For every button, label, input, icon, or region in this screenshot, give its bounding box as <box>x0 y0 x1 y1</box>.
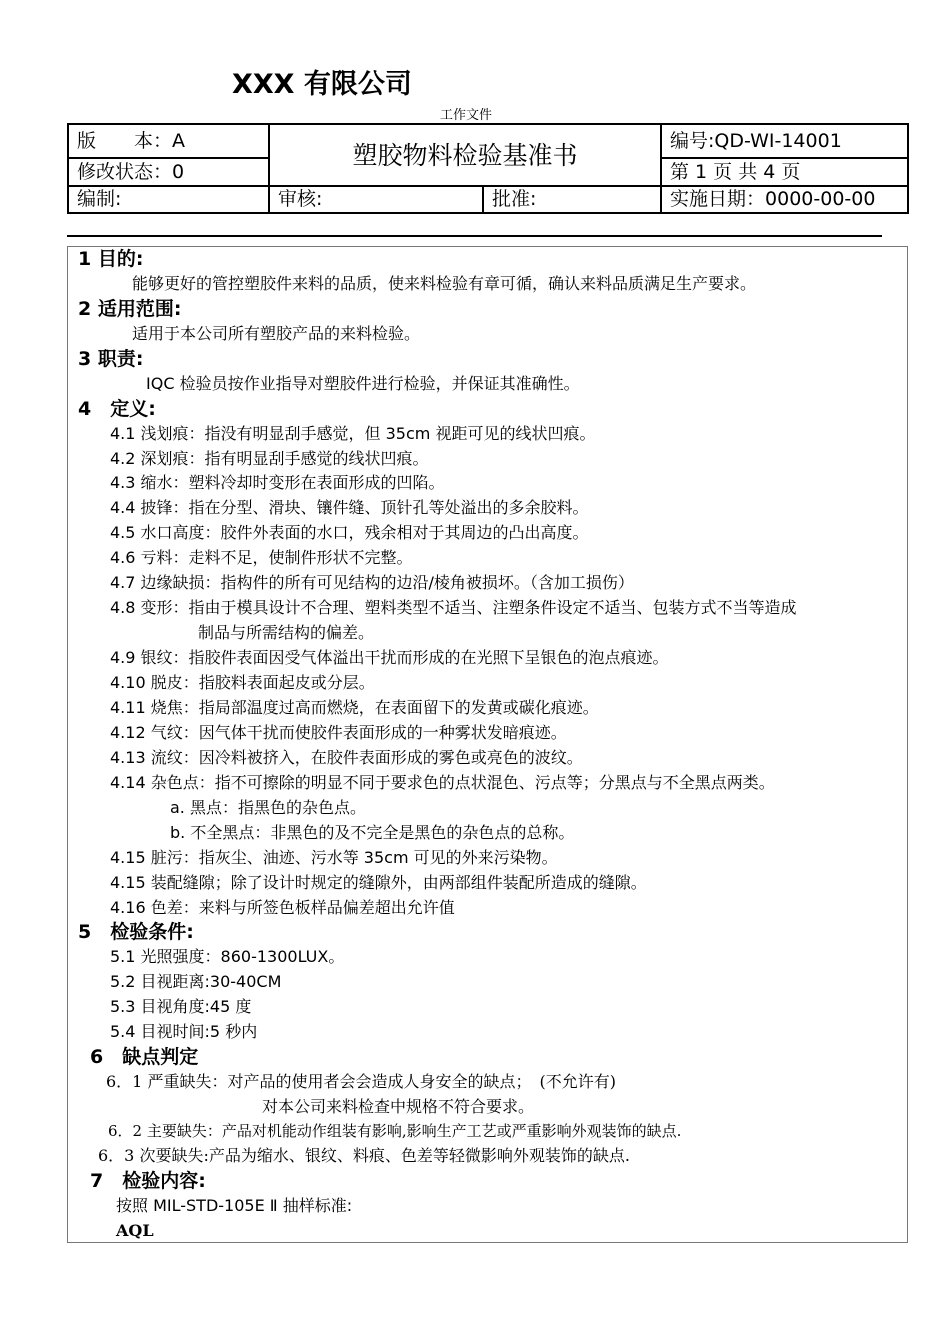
definition-line: 4.15 装配缝隙；除了设计时规定的缝隙外，由两部组件装配所造成的缝隙。 <box>110 873 647 892</box>
content-frame <box>67 246 908 1243</box>
definition-line: 4.7 边缘缺损：指构件的所有可见结构的边沿/棱角被损坏。（含加工损伤） <box>110 573 634 592</box>
definition-line: 4.14 杂色点：指不可擦除的明显不同于要求色的点状混色、污点等；分黑点与不全黑点两类。 <box>110 773 775 792</box>
definition-line: 4.12 气纹：因气体干扰而使胶件表面形成的一种雾状发暗痕迹。 <box>110 723 567 742</box>
approved-by: 批准: <box>483 186 661 213</box>
defect-line: 6．3 次要缺失:产品为缩水、银纹、料痕、色差等轻微影响外观装饰的缺点. <box>98 1146 630 1165</box>
document-type-label: 工作文件 <box>440 108 493 123</box>
definition-line: 4.6 亏料：走料不足，使制件形状不完整。 <box>110 548 413 567</box>
definition-line: 4.9 银纹：指胶件表面因受气体溢出干扰而形成的在光照下呈银色的泡点痕迹。 <box>110 648 669 667</box>
definition-line: 4.1 浅划痕：指没有明显刮手感觉，但 35cm 视距可见的线状凹痕。 <box>110 424 596 443</box>
body-line: 能够更好的管控塑胶件来料的品质，使来料检验有章可循，确认来料品质满足生产要求。 <box>132 274 757 293</box>
condition-line: 5.3 目视角度:45 度 <box>110 997 252 1016</box>
definition-line: 4.5 水口高度：胶件外表面的水口，残余相对于其周边的凸出高度。 <box>110 523 589 542</box>
definition-line-continuation: 制品与所需结构的偏差。 <box>198 623 375 642</box>
document-number: 编号:QD-WI-14001 <box>661 124 908 158</box>
condition-line: 5.2 目视距离:30-40CM <box>110 972 282 991</box>
condition-line: 5.4 目视时间:5 秒内 <box>110 1022 258 1041</box>
revision-status: 修改状态：0 <box>68 158 269 186</box>
definition-line: 4.16 色差：来料与所签色板样品偏差超出允许值 <box>110 898 455 917</box>
definition-line: 4.10 脱皮：指胶料表面起皮或分层。 <box>110 673 375 692</box>
effective-date: 实施日期：0000-00-00 <box>661 186 908 213</box>
section-heading-responsibility: 3 职责: <box>78 348 144 370</box>
defect-line-continuation: 对本公司来料检查中规格不符合要求。 <box>262 1097 535 1116</box>
version-cell: 版 本：A <box>68 124 269 158</box>
company-name: XXX 有限公司 <box>232 69 412 100</box>
reviewed-by: 审核: <box>269 186 483 213</box>
aql-label: AQL <box>116 1221 154 1240</box>
prepared-by: 编制: <box>68 186 269 213</box>
section-heading-scope: 2 适用范围: <box>78 298 182 320</box>
header-divider <box>67 235 882 237</box>
definition-subitem: a. 黑点：指黑色的杂色点。 <box>170 798 366 817</box>
definition-line: 4.3 缩水：塑料冷却时变形在表面形成的凹陷。 <box>110 473 445 492</box>
condition-line: 5.1 光照强度：860-1300LUX。 <box>110 947 345 966</box>
body-line: IQC 检验员按作业指导对塑胶件进行检验，并保证其准确性。 <box>146 374 580 393</box>
section-heading-definitions: 4 定义: <box>78 398 156 420</box>
definition-line: 4.2 深划痕：指有明显刮手感觉的线状凹痕。 <box>110 449 429 468</box>
definition-line: 4.15 脏污：指灰尘、油迹、污水等 35cm 可见的外来污染物。 <box>110 848 558 867</box>
body-line: 按照 MIL-STD-105E Ⅱ 抽样标准: <box>116 1196 353 1215</box>
document-title: 塑胶物料检验基准书 <box>269 124 661 186</box>
section-heading-defects: 6 缺点判定 <box>90 1046 199 1068</box>
definition-line: 4.8 变形：指由于模具设计不合理、塑料类型不适当、注塑条件设定不适当、包装方式不当等造成 <box>110 598 797 617</box>
definition-subitem: b. 不全黑点：非黑色的及不完全是黑色的杂色点的总称。 <box>170 823 575 842</box>
section-heading-conditions: 5 检验条件: <box>78 921 194 943</box>
body-line: 适用于本公司所有塑胶产品的来料检验。 <box>132 324 421 343</box>
section-heading-purpose: 1 目的: <box>78 248 144 270</box>
definition-line: 4.13 流纹：因冷料被挤入，在胶件表面形成的雾色或亮色的波纹。 <box>110 748 583 767</box>
defect-line: 6．2 主要缺失：产品对机能动作组装有影响,影响生产工艺或严重影响外观装饰的缺点. <box>108 1122 682 1140</box>
definition-line: 4.4 披锋：指在分型、滑块、镶件缝、顶针孔等处溢出的多余胶料。 <box>110 498 589 517</box>
document-header-table <box>67 123 909 214</box>
page-info: 第 1 页 共 4 页 <box>661 158 908 186</box>
definition-line: 4.11 烧焦：指局部温度过高而燃烧，在表面留下的发黄或碳化痕迹。 <box>110 698 599 717</box>
defect-line: 6．1 严重缺失：对产品的使用者会会造成人身安全的缺点； (不允许有) <box>106 1072 616 1091</box>
section-heading-inspection: 7 检验内容: <box>90 1170 206 1192</box>
